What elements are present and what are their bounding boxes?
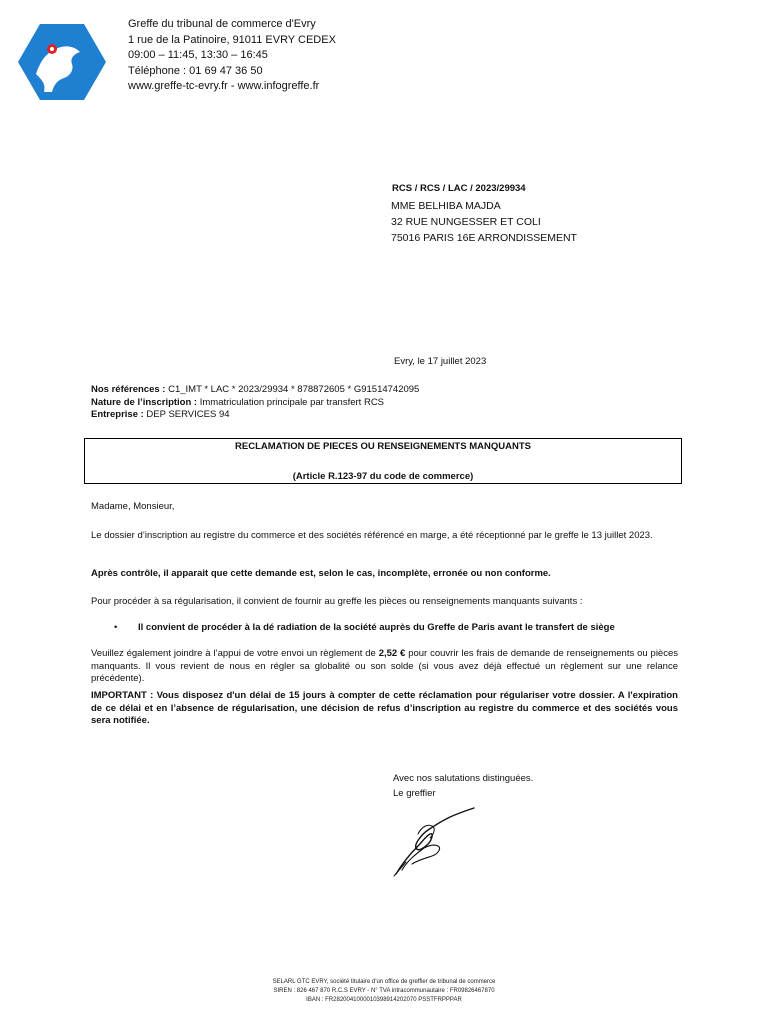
closing-salutation: Avec nos salutations distinguées. bbox=[393, 773, 534, 784]
company: Entreprise : DEP SERVICES 94 bbox=[91, 409, 230, 420]
greffe-logo bbox=[18, 22, 106, 102]
letter-subtitle: (Article R.123-97 du code de commerce) bbox=[292, 471, 474, 482]
footer-iban: IBAN : FR2820041000010398914202070 PSSTFRPPPAR bbox=[306, 997, 462, 1003]
paragraph-regularisation: Pour procéder à sa régularisation, il convient de fournir au greffe les pièces ou renseignements manquants suivants : bbox=[91, 596, 583, 607]
registration-nature: Nature de l’inscription : Immatriculation principale par transfert RCS bbox=[91, 396, 385, 408]
recipient-city: 75016 PARIS 16E ARRONDISSEMENT bbox=[391, 232, 577, 244]
paragraph-reception: Le dossier d’inscription au registre du commerce et des sociétés référencé en marge, a été réceptionné par le greffe le 13 juillet 2023. bbox=[91, 530, 653, 541]
footer-company: SELARL GTC EVRY, société titulaire d’un office de greffier de tribunal de commerce bbox=[272, 979, 496, 985]
our-references: Nos références : C1_IMT * LAC * 2023/29934 * 878872605 * G91514742095 bbox=[91, 384, 420, 395]
letter-date: Evry, le 17 juillet 2023 bbox=[394, 356, 487, 367]
signatory-title: Le greffier bbox=[393, 788, 436, 799]
paragraph-control: Après contrôle, il apparait que cette demande est, selon le cas, incomplète, erronée ou non conforme. bbox=[91, 568, 551, 579]
footer-siren: SIREN : 826 467 870 R.C.S EVRY - N° TVA intracommunautaire : FR09826467870 bbox=[273, 988, 495, 994]
letter-metadata bbox=[91, 384, 419, 422]
paragraph-payment: Veuillez également joindre à l’appui de votre envoi un règlement de 2,52 € pour couvrir les frais de demande de renseignements ou pièces manquants. Il vous revient de nous en régler sa globalité ou son solde (si vous avez déjà effectué un règlement sur une relance précédente). bbox=[91, 648, 678, 684]
recipient-name: MME BELHIBA MAJDA bbox=[391, 200, 501, 212]
court-header bbox=[128, 17, 336, 95]
file-reference: RCS / RCS / LAC / 2023/29934 bbox=[392, 183, 526, 194]
handwritten-signature bbox=[388, 804, 483, 879]
court-address: 1 rue de la Patinoire, 91011 EVRY CEDEX bbox=[128, 33, 336, 46]
court-phone: Téléphone : 01 69 47 36 50 bbox=[128, 64, 263, 77]
recipient-street: 32 RUE NUNGESSER ET COLI bbox=[391, 216, 541, 228]
court-hours: 09:00 – 11:45, 13:30 – 16:45 bbox=[128, 49, 268, 61]
recipient-address bbox=[391, 198, 577, 246]
bullet-marker: • bbox=[114, 622, 118, 633]
court-websites: www.greffe-tc-evry.fr - www.infogreffe.fr bbox=[128, 80, 320, 92]
paragraph-important: IMPORTANT : Vous disposez d'un délai de 15 jours à compter de cette réclamation pour régulariser votre dossier. A l'expiration de ce délai et en l’absence de régularisation, une décision de refus d’inscription au registre du commerce et des sociétés vous sera notifiée. bbox=[91, 690, 678, 726]
legal-footer bbox=[0, 978, 768, 1005]
letter-title: RECLAMATION DE PIECES OU RENSEIGNEMENTS MANQUANTS bbox=[235, 441, 531, 452]
payment-amount: 2,52 € bbox=[378, 648, 406, 659]
closing bbox=[393, 771, 533, 801]
salutation: Madame, Monsieur, bbox=[91, 501, 175, 512]
title-box bbox=[84, 438, 682, 484]
court-name: Greffe du tribunal de commerce d'Evry bbox=[128, 18, 316, 30]
missing-item: Il convient de procéder à la dé radiation de la société auprès du Greffe de Paris avant le transfert de siège bbox=[138, 622, 615, 633]
